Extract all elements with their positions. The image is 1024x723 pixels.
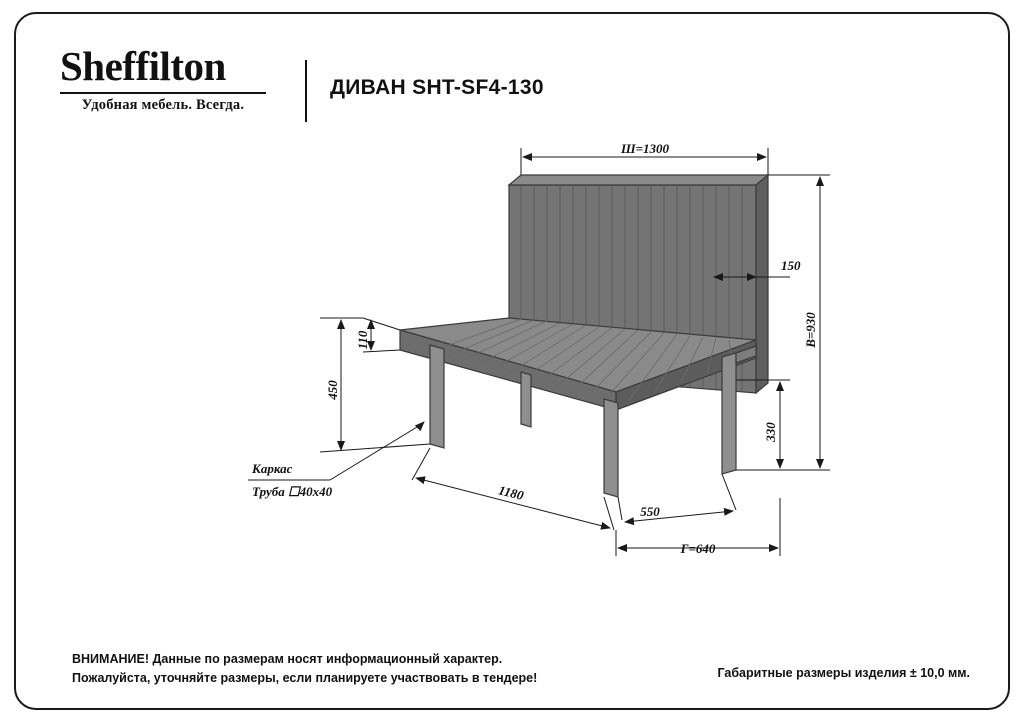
brand-tagline: Удобная мебель. Всегда. xyxy=(81,97,245,113)
footer-warning-line-1: ВНИМАНИЕ! Данные по размерам носят информационный характер. xyxy=(72,652,503,666)
dim-seat-thickness: 110 xyxy=(355,330,370,350)
dim-leg-height: 330 xyxy=(763,422,778,442)
footer-warning-line-2: Пожалуйста, уточняйте размеры, если планируете участвовать в тендере! xyxy=(72,671,538,686)
dim-seat-height: 450 xyxy=(325,380,340,400)
page-title: ДИВАН SHT-SF4-130 xyxy=(330,76,544,99)
brand-name: Sheffilton xyxy=(60,43,226,89)
dim-width-top: Ш=1300 xyxy=(620,141,670,156)
dim-depth-total: Г=640 xyxy=(680,541,716,556)
dim-back-thickness: 150 xyxy=(781,258,801,273)
dim-base-length: 1180 xyxy=(497,482,526,503)
dim-depth-mid: 550 xyxy=(640,504,660,519)
sofa-illustration xyxy=(400,175,768,497)
frame-note-line-1: Каркас xyxy=(252,461,293,476)
footer-tolerance: Габаритные размеры изделия ± 10,0 мм. xyxy=(717,666,970,680)
dim-total-height: В=930 xyxy=(803,312,818,348)
frame-note-line-2: Труба ☐40х40 xyxy=(252,484,333,499)
